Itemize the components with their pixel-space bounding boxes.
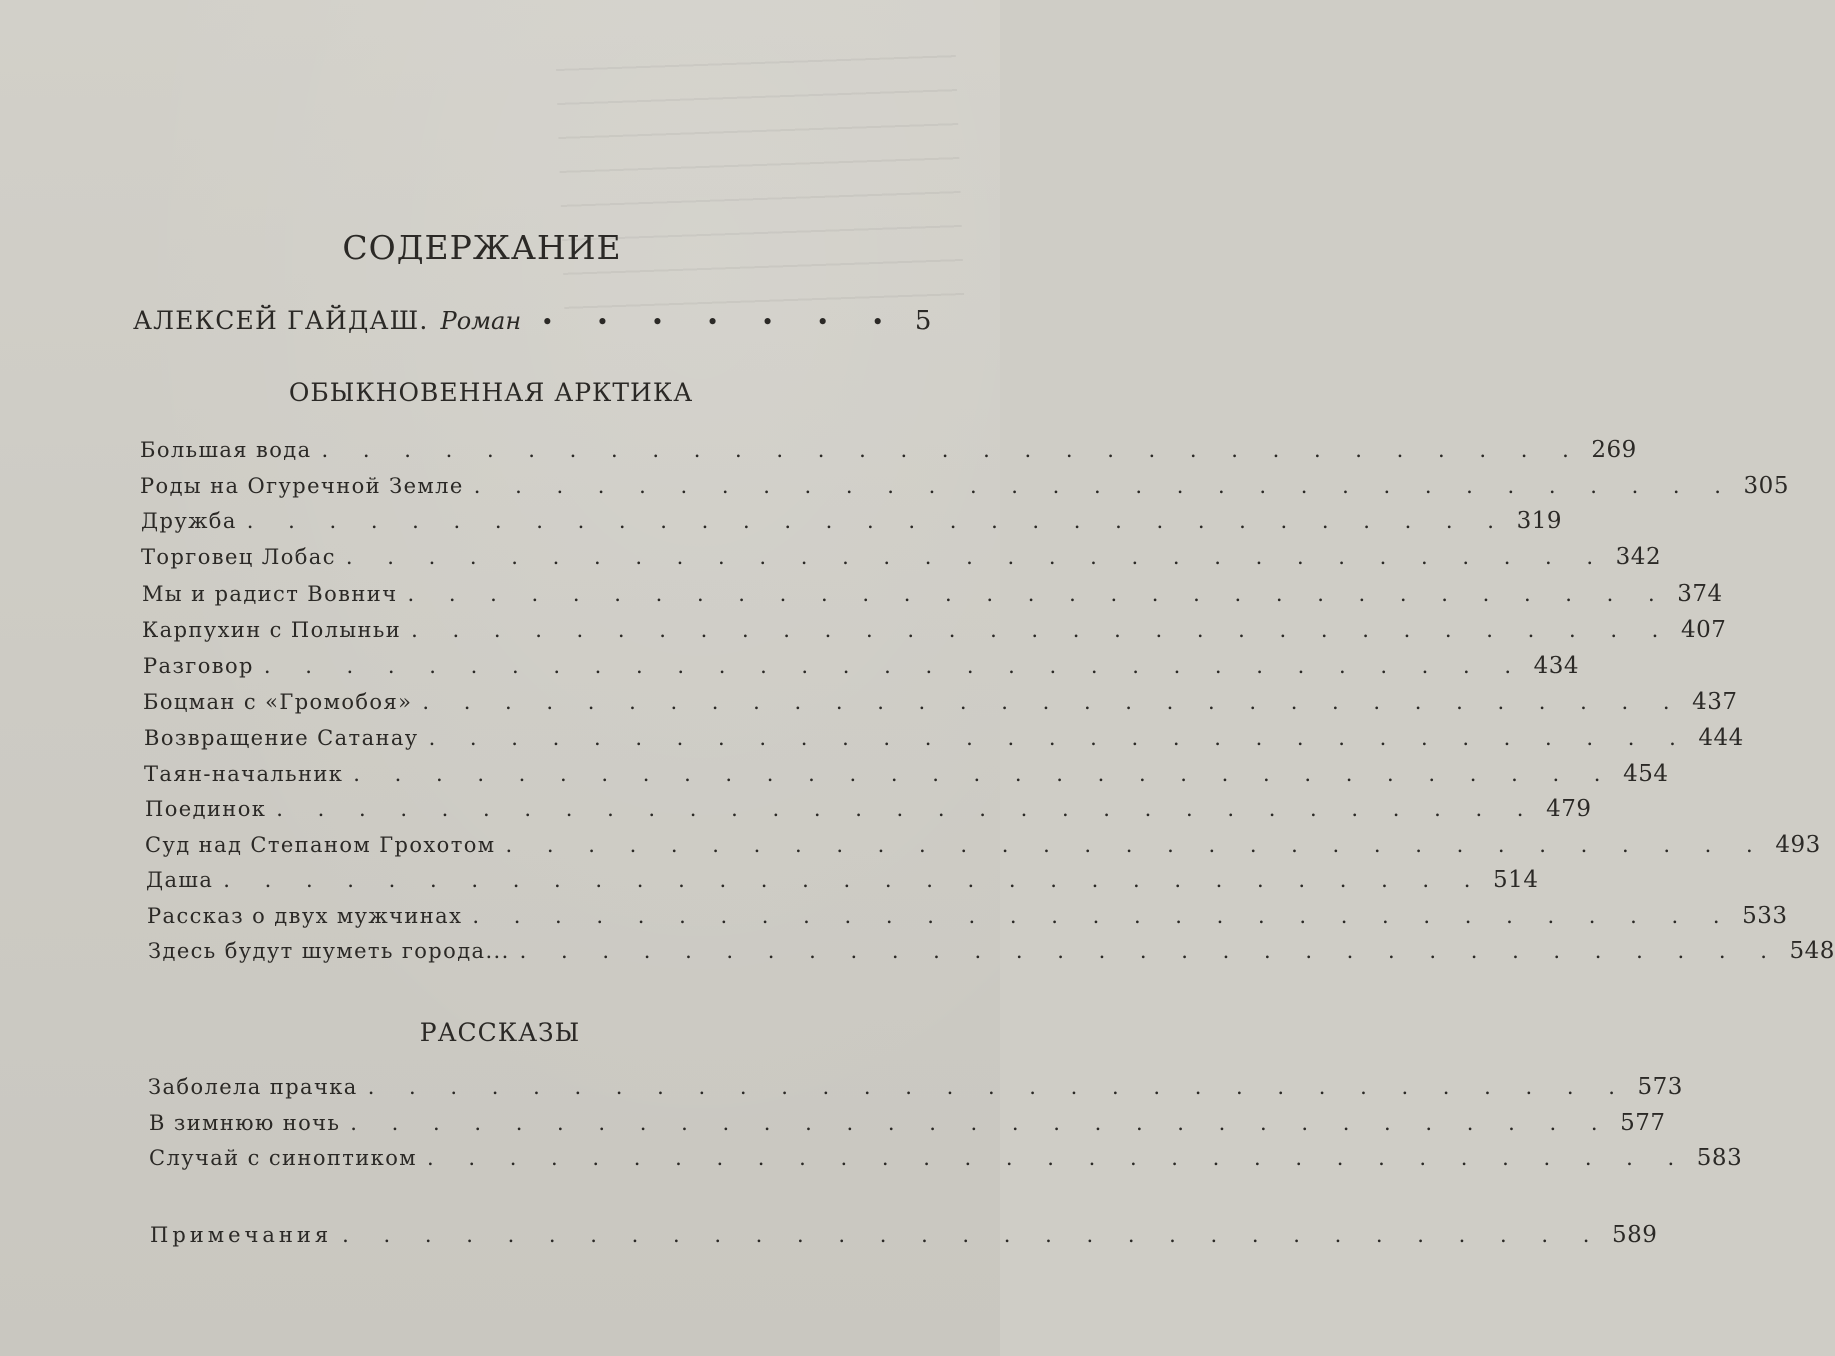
toc-entry (148, 1074, 1683, 1100)
toc-entry (140, 437, 1637, 463)
leader-dots: . . . . . . . . . . . . . . . . . . . . . . . . . . . . . . . (223, 868, 1485, 892)
leader-dots: . . . . . . . . . . . . . . . . . . . . . . . . . . . . . . . (246, 509, 1508, 533)
entry-title: Большая вода (140, 438, 312, 462)
leader-dots: . . . . . . . . . . . . . . . . . . . . . . . . . . . . . . . (353, 762, 1615, 786)
contents-heading: СОДЕРЖАНИЕ (342, 228, 622, 267)
entry-title: Заболела прачка (148, 1075, 358, 1099)
leader-dots: . . . . . . . . . . . . . . . . . . . . . . . . . . . . . . . (427, 1146, 1689, 1170)
leader-dots: . . . . . . . . . . . . . . . . . . . . . . . . . . . . . . . (422, 690, 1684, 714)
page-number: 437 (1692, 689, 1738, 715)
page-number: 514 (1493, 867, 1539, 893)
leader-dots: . . . . . . . . . . . . . . . . . . . . . . . . . . . . . . . (472, 904, 1734, 928)
page-number: 5 (914, 306, 932, 336)
entry-title: Поединок (145, 797, 267, 821)
page-number: 583 (1696, 1145, 1743, 1171)
page-number: 407 (1680, 617, 1727, 643)
entry-title: Таян-начальник (144, 762, 344, 786)
entry-title: Разговор (143, 654, 254, 678)
toc-entry-notes (150, 1222, 1658, 1248)
toc-entry (145, 796, 1592, 822)
leader-dots: . . . . . . . . . . . . . . . . . . . . . . . . . . . . . . . (345, 545, 1608, 569)
toc-entry (148, 938, 1835, 964)
leader-dots: . . . . . . . . . . . . . . . . . . . . . . . . . . . . . . . (342, 1223, 1604, 1247)
page-number: 305 (1743, 473, 1789, 499)
leader-dots: . . . . . . . . . . . . . . . . . . . . . . . . . . . . . . . (263, 654, 1526, 678)
entry-title: Случай с синоптиком (149, 1146, 417, 1170)
leader-dots: . . . . . . . . . . . . . . . . . . . . . . . . . . . . . . . (321, 438, 1583, 462)
leader-dots: . . . . . . . . . . . . . . . . . . . . . . . . . . . . . . . (367, 1075, 1629, 1099)
page-number: 573 (1637, 1074, 1683, 1100)
entry-title: Боцман с «Громобоя» (143, 690, 413, 714)
novel-genre: Роман (440, 307, 522, 335)
page-number: 548 (1789, 938, 1835, 964)
section-heading-stories: РАССКАЗЫ (419, 1018, 581, 1047)
page-number: 479 (1546, 796, 1592, 822)
toc-entry (145, 832, 1821, 858)
toc-entry (143, 689, 1738, 715)
entry-title: Возвращение Сатанау (144, 726, 419, 750)
leader-dots: . . . . . . . . . . . . . . . . . . . . . . . . . . . . . . . (407, 582, 1669, 606)
entry-title: Примечания (150, 1223, 333, 1247)
page-number: 444 (1698, 725, 1744, 751)
page-number: 589 (1611, 1222, 1658, 1248)
toc-entry (142, 617, 1727, 643)
page-number: 319 (1516, 508, 1562, 534)
page-number: 454 (1623, 761, 1669, 787)
novel-title: АЛЕКСЕЙ ГАЙДАШ. (133, 306, 429, 335)
entry-title: Даша (146, 868, 214, 892)
page-number: 493 (1775, 832, 1821, 858)
leader-dots: . . . . . . . . . . . . . . . . . . . . . . . . . . . . . . . (473, 474, 1735, 498)
entry-title: Мы и радист Вовнич (142, 582, 398, 606)
toc-entry (146, 867, 1539, 893)
entry-title: Дружба (141, 509, 237, 533)
leader-dots: . . . . . . . . . . . . . . . . . . . . . . . . . . . . . . . (519, 939, 1781, 963)
leader-dots: . . . . . . . . . . . . . . . . . . . . . . . . . . . . . . . (505, 833, 1767, 857)
entry-title: Роды на Огуречной Земле (140, 474, 464, 498)
leader-dots: . . . . . . . . . . . . . . . . . . . . . . . . . . . . . . . (428, 726, 1690, 750)
toc-entry (144, 725, 1744, 751)
toc-entry (147, 903, 1788, 929)
entry-title: В зимнюю ночь (149, 1111, 341, 1135)
toc-entry (140, 473, 1789, 499)
page-number: 269 (1591, 437, 1637, 463)
entry-title: Торговец Лобас (141, 545, 336, 569)
leader-dots: . . . . . . . . . . . . . . . . . . . . . . . . . . . . . . . (411, 618, 1673, 642)
page-number: 434 (1533, 653, 1580, 679)
toc-entry (149, 1145, 1743, 1171)
leader-dots: . . . . . . . . . . . . . . . . . . . . . . . . . . . . . . . (276, 797, 1538, 821)
leader-dots: • • • • • • • (541, 310, 902, 334)
page-number: 533 (1742, 903, 1788, 929)
toc-entry-novel (133, 306, 932, 336)
toc-entry (144, 761, 1669, 787)
entry-title: Карпухин с Полыньи (142, 618, 402, 642)
entry-title: Рассказ о двух мужчинах (147, 904, 463, 928)
toc-entry (141, 544, 1662, 570)
page-number: 342 (1615, 544, 1662, 570)
page-number: 374 (1677, 581, 1723, 607)
section-heading-arctic: ОБЫКНОВЕННАЯ АРКТИКА (288, 378, 694, 407)
leader-dots: . . . . . . . . . . . . . . . . . . . . . . . . . . . . . . . (350, 1111, 1612, 1135)
toc-entry (141, 508, 1562, 534)
toc-entry (143, 653, 1580, 679)
toc-entry (149, 1110, 1666, 1136)
entry-title: Здесь будут шуметь города... (148, 939, 510, 963)
toc-entry (142, 581, 1723, 607)
page-number: 577 (1620, 1110, 1666, 1136)
entry-title: Суд над Степаном Грохотом (145, 833, 496, 857)
bleed-through-text (555, 33, 965, 327)
